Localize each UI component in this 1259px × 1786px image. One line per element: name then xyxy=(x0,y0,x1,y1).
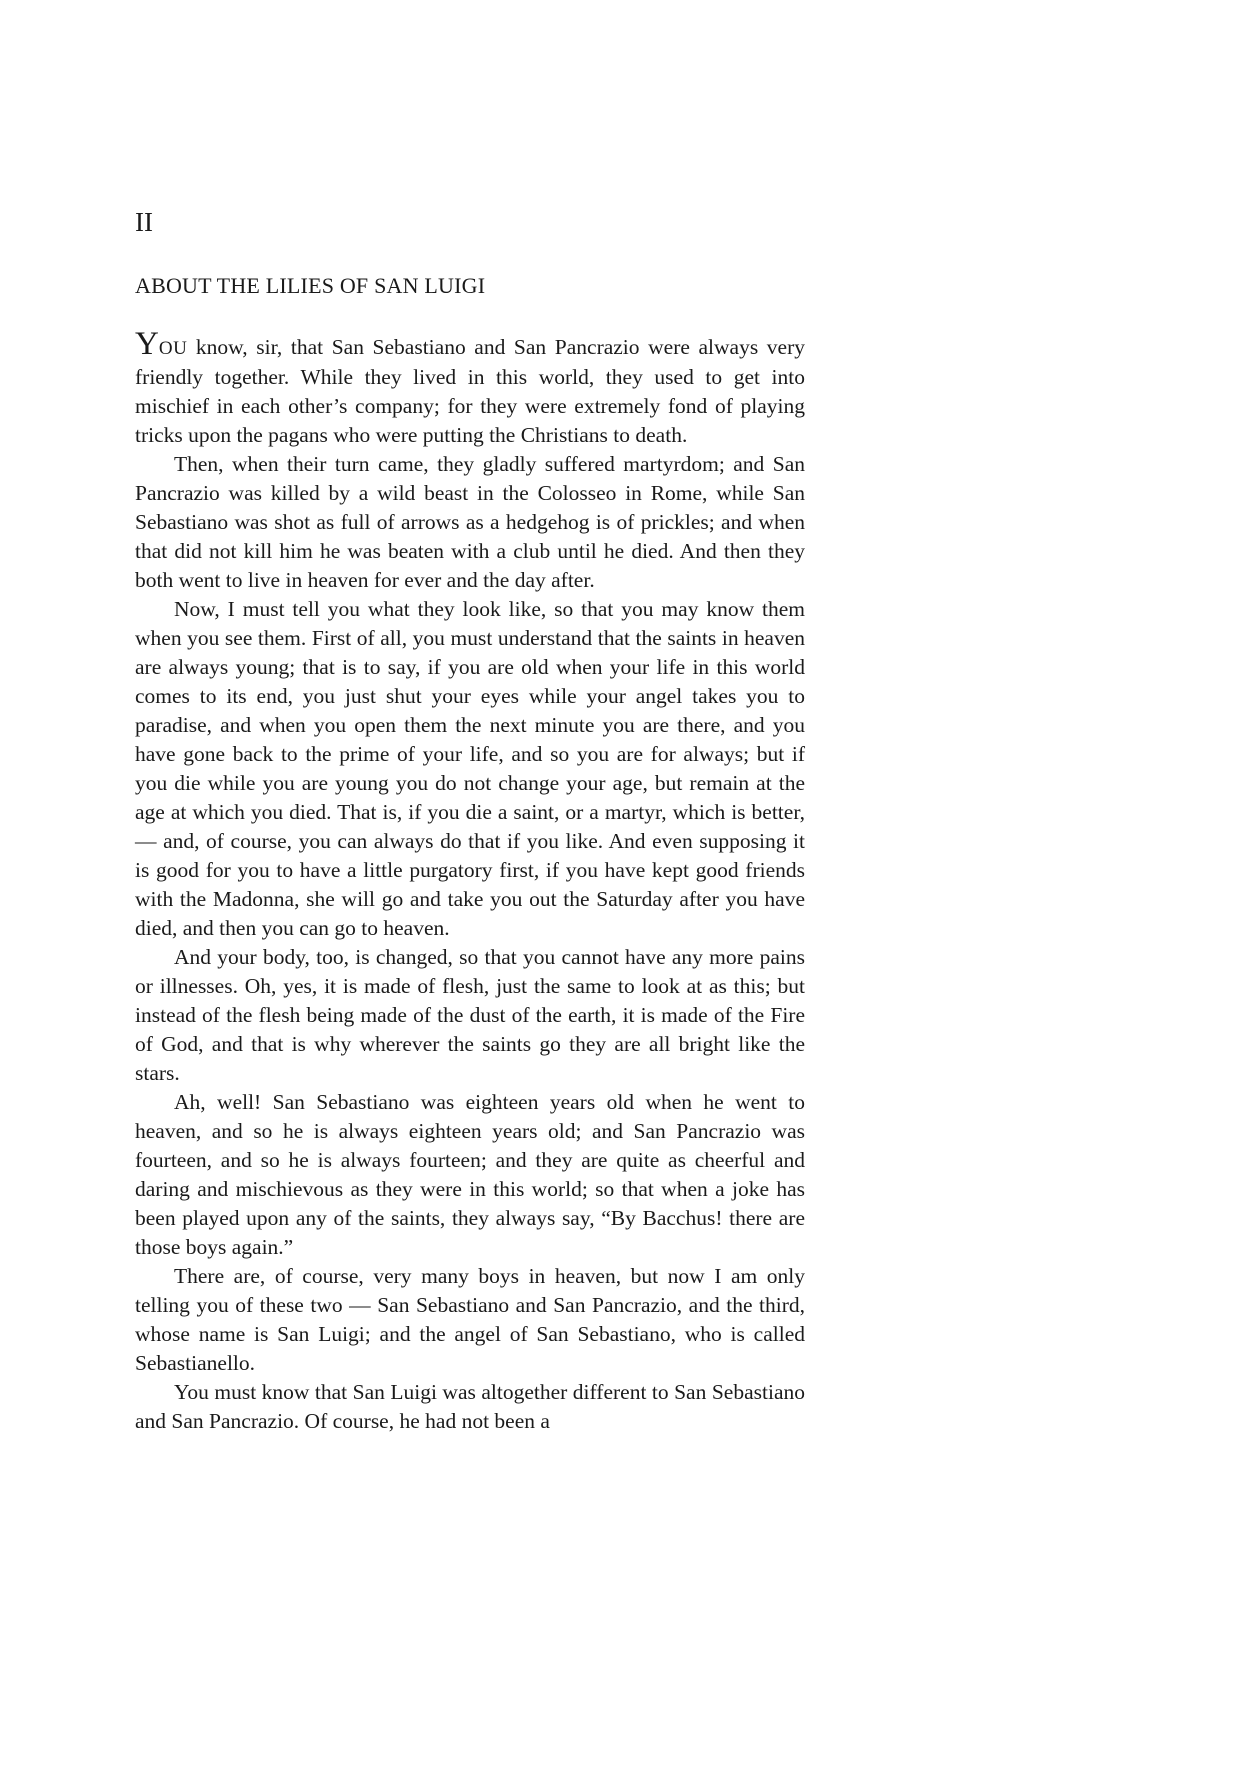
paragraph-2: Then, when their turn came, they gladly suffered martyrdom; and San Pancrazio was killed by a wild beast in the Colosseo in Rome, while San Sebastiano was shot as full of arrows as a hedgehog is of prickles; and when that did not kill him he was beaten with a club until he died. And then they both went to live in heaven for ever and the day after. xyxy=(135,452,805,592)
paragraph-7: You must know that San Luigi was altogether different to San Sebastiano and San Pancrazio. Of course, he had not been a xyxy=(135,1380,805,1433)
small-caps-opening: OU xyxy=(158,338,188,359)
paragraph-4: And your body, too, is changed, so that you cannot have any more pains or illnesses. Oh, yes, it is made of flesh, just the same to look at as this; but instead of the flesh being made of the dust of the earth, it is made of the Fire of God, and that is why wherever the saints go they are all bright like the stars. xyxy=(135,945,805,1085)
paragraph-1-text: know, sir, that San Sebastiano and San Pancrazio were always very friendly together. While they lived in this world, they used to get into mischief in each other’s company; for they were extremely fond of playing tricks upon the pagans who were putting the Christians to death. xyxy=(135,335,805,447)
paragraph-6: There are, of course, very many boys in heaven, but now I am only telling you of these two — San Sebastiano and San Pancrazio, and the third, whose name is San Luigi; and the angel of San Sebastiano, who is called Sebastianello. xyxy=(135,1264,805,1375)
paragraph-1 xyxy=(135,326,805,450)
drop-cap: Y xyxy=(135,326,159,362)
chapter-number: II xyxy=(135,207,153,237)
paragraph-3: Now, I must tell you what they look like, so that you may know them when you see them. First of all, you must understand that the saints in heaven are always young; that is to say, if you are old when your life in this world comes to its end, you just shut your eyes while your angel takes you to paradise, and when you open them the next minute you are there, and you have gone back to the prime of your life, and so you are for always; but if you die while you are young you do not change your age, but remain at the age at which you died. That is, if you die a saint, or a martyr, which is better, — and, of course, you can always do that if you like. And even supposing it is good for you to have a little purgatory first, if you have kept good friends with the Madonna, she will go and take you out the Saturday after you have died, and then you can go to heaven. xyxy=(135,597,805,940)
chapter-body xyxy=(135,326,805,1436)
chapter-title: ABOUT THE LILIES OF SAN LUIGI xyxy=(135,273,486,298)
paragraph-5: Ah, well! San Sebastiano was eighteen years old when he went to heaven, and so he is always eighteen years old; and San Pancrazio was fourteen, and so he is always fourteen; and they are quite as cheerful and daring and mischievous as they were in this world; so that when a joke has been played upon any of the saints, they always say, “By Bacchus! there are those boys again.” xyxy=(135,1090,805,1259)
